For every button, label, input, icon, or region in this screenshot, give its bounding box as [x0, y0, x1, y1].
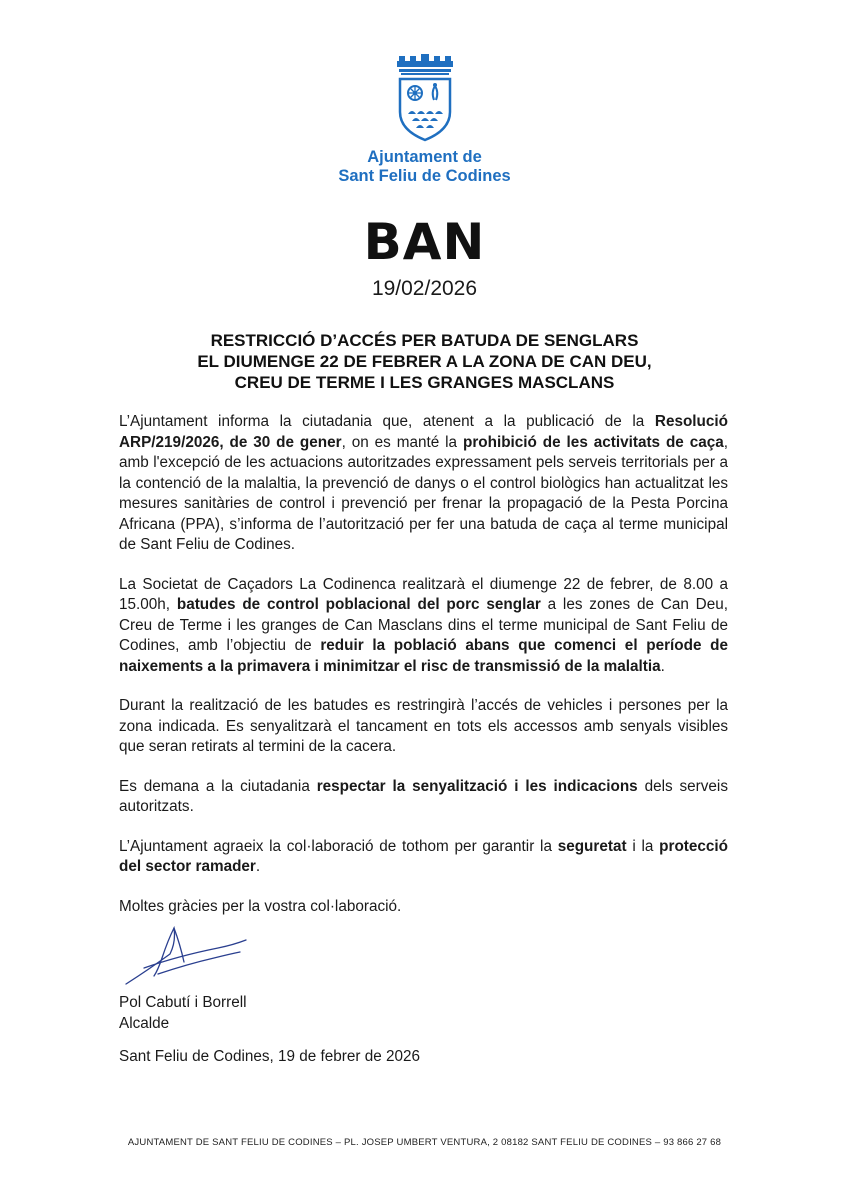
bold-text: batudes de control poblacional del porc senglar: [176, 596, 541, 613]
text-segment: a les zones de Can Deu, Creu de Terme i les granges de Can Masclans dins el terme municipal de Sant Feliu de Codines, amb l’objectiu de: [119, 596, 728, 654]
bold-text: Resolució ARP/219/2026, de 30 de gener: [119, 413, 728, 451]
signature-icon: [118, 918, 258, 990]
organization-name-line-2: Sant Feliu de Codines: [338, 167, 511, 185]
text-segment: , on es manté la: [341, 433, 463, 451]
bold-text: seguretat: [557, 837, 627, 855]
organization-name-line-1: Ajuntament de: [367, 148, 482, 166]
bold-text: prohibició de les activitats de caça: [462, 433, 724, 451]
text-segment: La Societat de Caçadors La Codinenca realitzarà el diumenge 22 de febrer, de 8.00 a 15.00h,: [119, 575, 728, 613]
document-heading: [0, 330, 849, 393]
document-title: BAN: [363, 213, 486, 271]
bold-text: reduir la població abans que comenci el període de naixements a la primavera i minimitzar el risc de transmissió de la malaltia: [119, 637, 729, 675]
letterhead: [0, 50, 849, 186]
text-segment: Durant la realització de les batudes es restringirà l’accés de vehicles i persones per la zona indicada. Es senyalitzarà el tancament en tots els accessos amb senyals visibles que seran retirats al termini de la cacera.: [119, 697, 728, 755]
body-paragraph: [119, 777, 728, 818]
text-segment: dels serveis autoritzats.: [119, 777, 728, 815]
text-segment: Moltes gràcies per la vostra col·laboració.: [119, 897, 402, 915]
text-segment: , amb l'excepció de les actuacions autoritzades expressament pels serveis territorials per a la contenció de la malaltia, la prevenció de danys o el control biològics han actualitzat les mesures sanitàries de control i prevenció per frenar la propagació de la Pesta Porcina Africana (PPA), s’informa de l’autorització per fer una batuda de caça al terme municipal de Sant Feliu de Codines.: [119, 433, 728, 553]
signer-role: Alcalde: [119, 1014, 170, 1032]
document-body: [119, 412, 728, 936]
text-segment: L’Ajuntament informa la ciutadania que, atenent a la publicació de la: [119, 413, 655, 430]
organization-name: [0, 148, 849, 186]
document-date: 19/02/2026: [371, 277, 478, 300]
body-paragraph: [119, 575, 728, 678]
bold-text: respectar la senyalització i les indicacions: [316, 777, 638, 795]
text-segment: Es demana a la ciutadania: [119, 777, 317, 795]
bold-text: protecció del sector ramader: [119, 837, 728, 875]
place-and-date: Sant Feliu de Codines, 19 de febrer de 2026: [119, 1048, 421, 1065]
heading-line: EL DIUMENGE 22 DE FEBRER A LA ZONA DE CAN DEU,: [197, 352, 652, 371]
footer-address: AJUNTAMENT DE SANT FELIU DE CODINES – PL. JOSEP UMBERT VENTURA, 2 08182 SANT FELIU DE CODINES – 93 866 27 68: [127, 1137, 722, 1148]
municipal-shield-icon: [390, 50, 460, 142]
text-segment: L’Ajuntament agraeix la col·laboració de tothom per garantir la: [119, 837, 558, 855]
heading-line: CREU DE TERME I LES GRANGES MASCLANS: [234, 373, 615, 392]
body-paragraph: [119, 696, 728, 758]
text-segment: .: [255, 858, 261, 875]
body-paragraph: [119, 412, 728, 556]
signer-block: [119, 993, 247, 1034]
body-paragraph: [119, 897, 728, 918]
signer-name: Pol Cabutí i Borrell: [119, 994, 247, 1011]
body-paragraph: [119, 837, 728, 878]
heading-line: RESTRICCIÓ D’ACCÉS PER BATUDA DE SENGLARS: [210, 331, 639, 350]
text-segment: .: [660, 657, 665, 675]
text-segment: i la: [626, 837, 660, 855]
